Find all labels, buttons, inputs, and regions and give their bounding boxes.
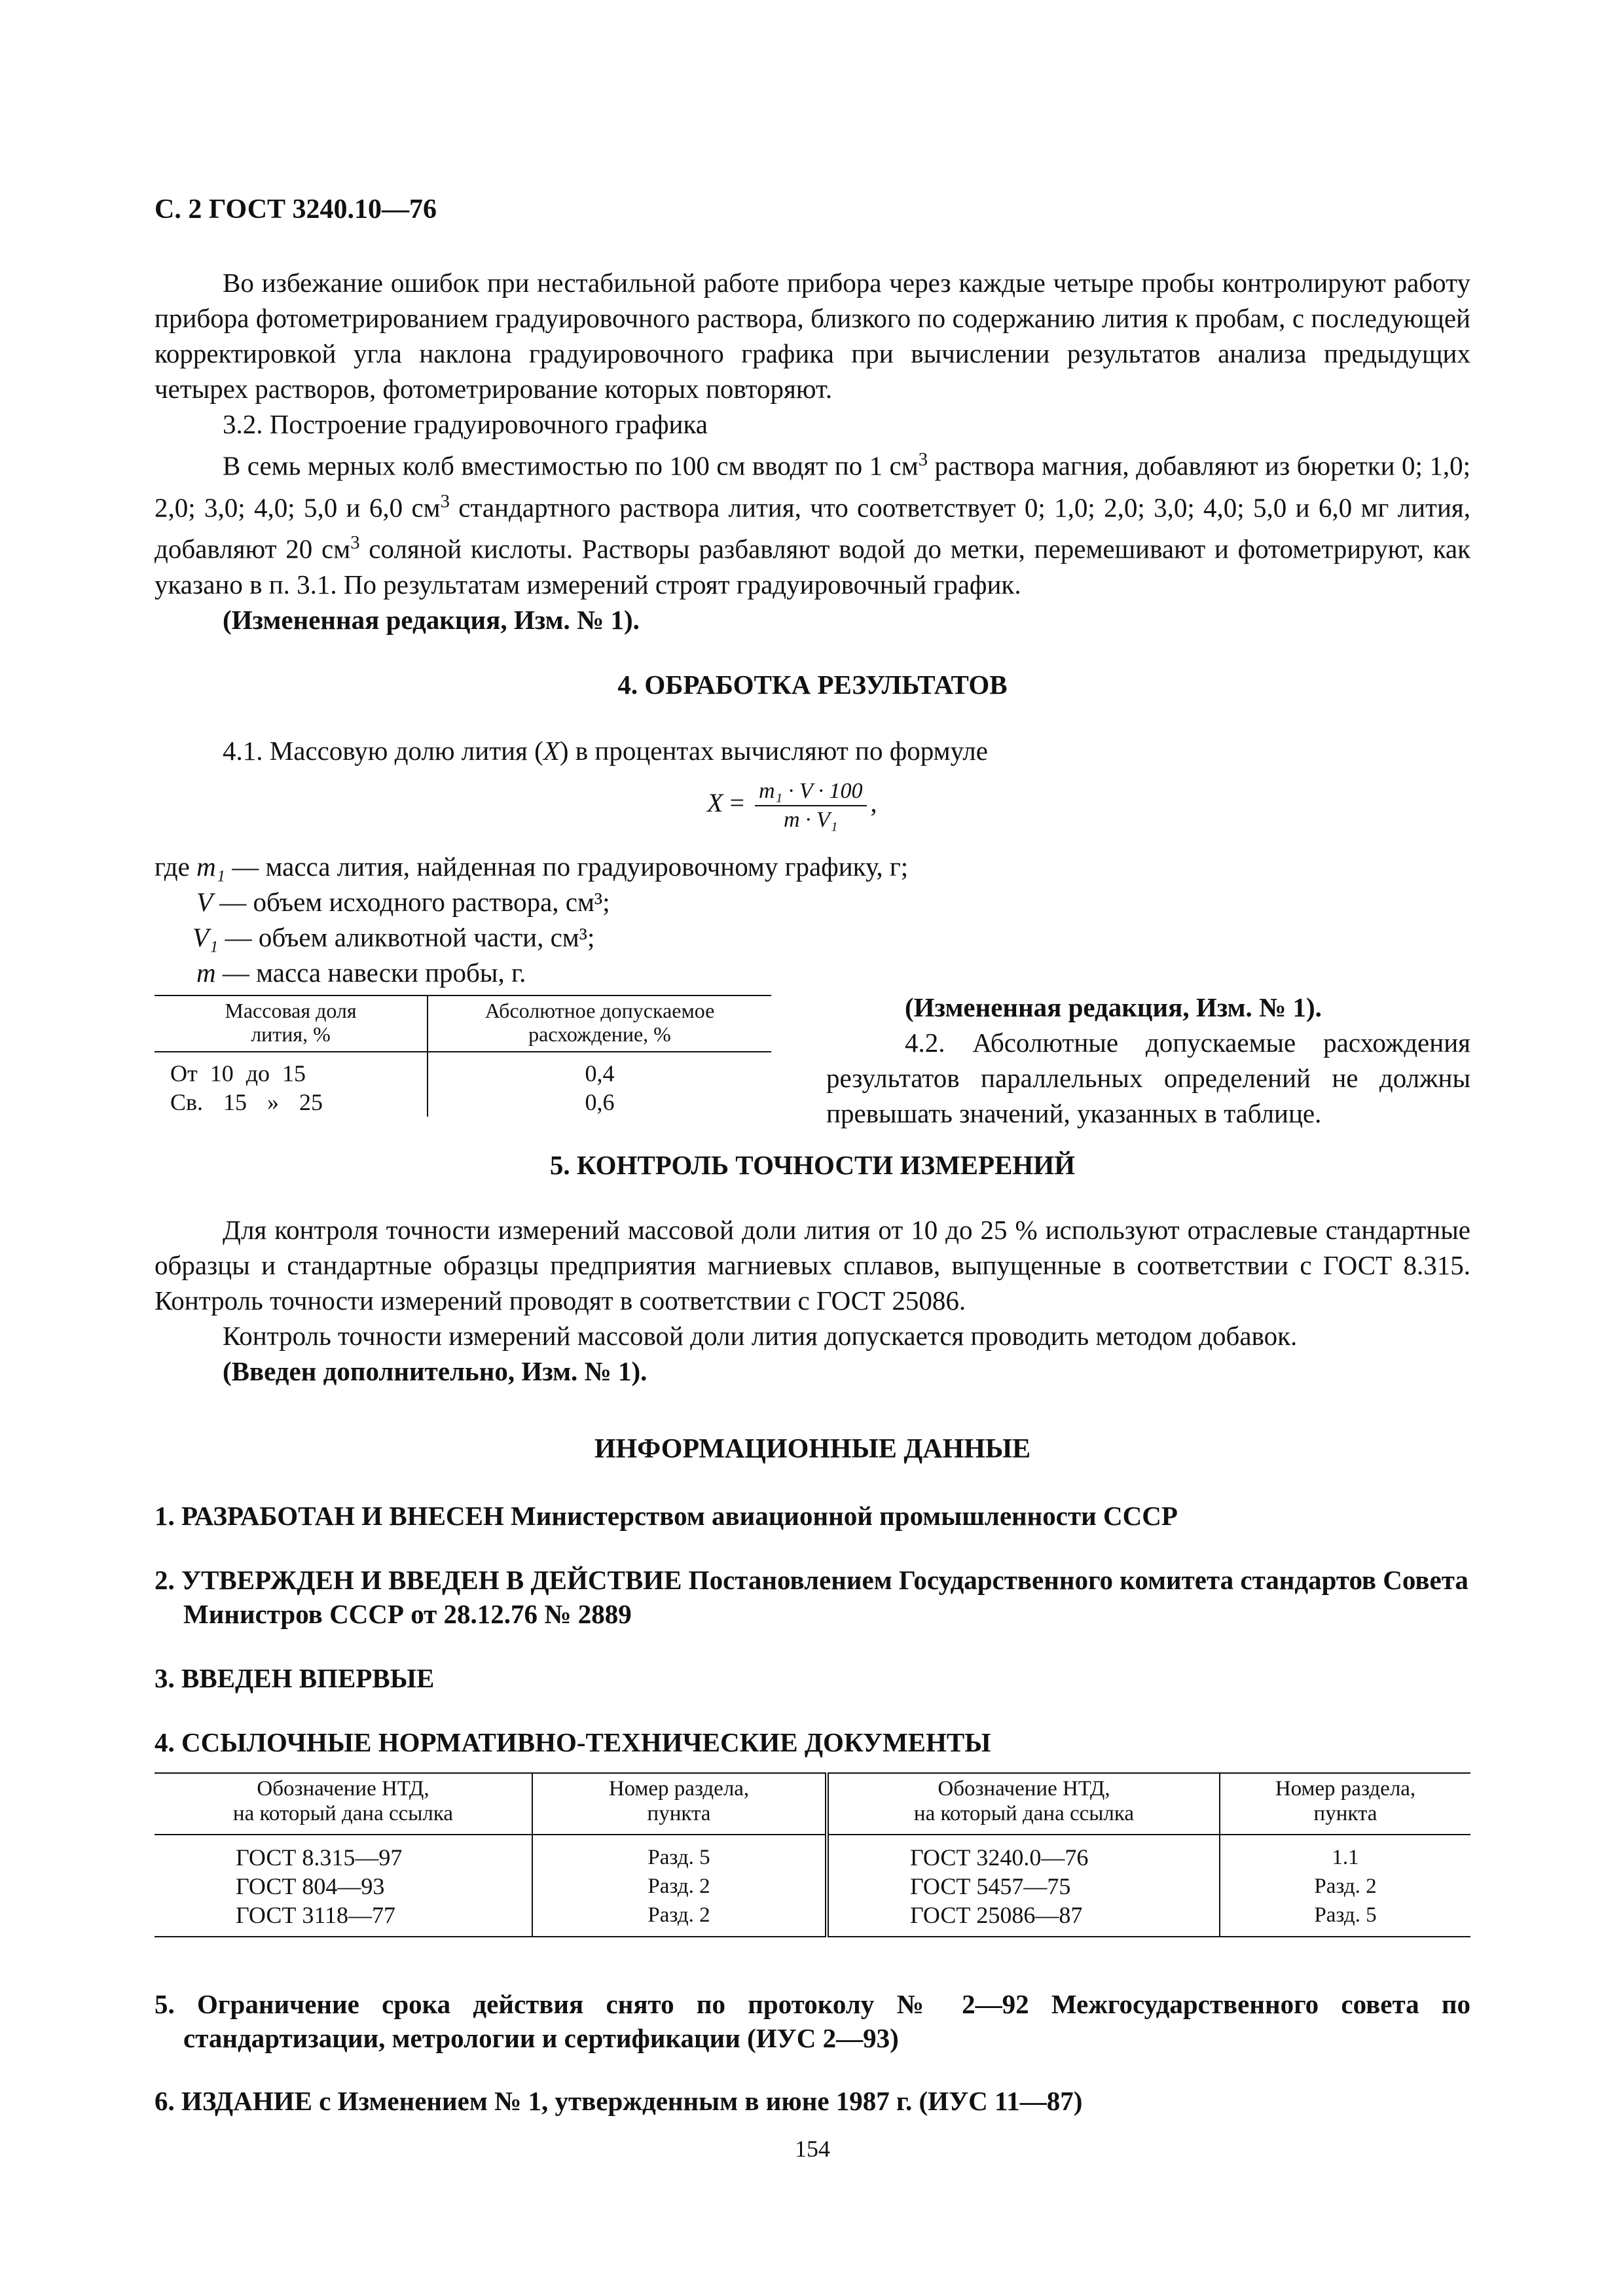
info-item-5: 5. Ограничение срока действия снято по протоколу № 2—92 Межгосударственного совета по стандартизации, метрологии и сертификации (ИУС 2—93) (155, 1989, 1470, 2053)
formula-fraction: $\frac{\text{m₁ · V · 100}}{\text{m · V₁}}$ (755, 779, 867, 833)
amendment-note-4: (Измененная редакция, Изм. № 1). (905, 992, 1322, 1022)
table-row: От 10 до 15 0,4 (155, 1052, 771, 1088)
table-row: Св. 15 » 25 0,6 (155, 1088, 771, 1117)
ref-header-sect-left: Номер раздела, пункта (532, 1773, 827, 1835)
intro-paragraph: Во избежание ошибок при нестабильной работе прибора через каждые четыре пробы контролируют работу прибора фотометрированием градуировочного раствора, близкого по содержанию лития к пробам, с последующей корректировкой угла наклона градуировочного графика при вычислении результатов анализа предыдущих четырех растворов, фотометрирование которых повторяют. (155, 268, 1470, 404)
tolerance-header-2: Абсолютное допускаемое расхождение, % (484, 999, 715, 1046)
where-list: где m₁ — масса лития, найденная по градуировочному графику, г; V — объем исходного раствора, см³; V₁ — объем аликвотной части, см³; m — масса навески пробы, г. (155, 852, 909, 988)
info-title: ИНФОРМАЦИОННЫЕ ДАННЫЕ (594, 1434, 1031, 1464)
page-number: 154 (795, 2136, 830, 2162)
paragraph-4-2: 4.2. Абсолютные допускаемые расхождения результатов параллельных определений не должны превышать значений, указанных в таблице. (826, 1028, 1470, 1128)
section-5-title: 5. КОНТРОЛЬ ТОЧНОСТИ ИЗМЕРЕНИЙ (549, 1150, 1076, 1180)
info-item-2: 2. УТВЕРЖДЕН И ВВЕДЕН В ДЕЙСТВИЕ Постановлением Государственного комитета стандартов Совета Министров СССР от 28.12.76 № 2889 (155, 1565, 1468, 1629)
intro-block (155, 265, 1470, 637)
info-item-1: 1. РАЗРАБОТАН И ВНЕСЕН Министерством авиационной промышленности СССР (155, 1501, 1178, 1531)
section-4-right-column (826, 990, 1470, 1131)
table-row: ГОСТ 3118—77 Разд. 2 ГОСТ 25086—87 Разд. 5 (155, 1901, 1470, 1937)
ref-header-sect-right: Номер раздела, пункта (1220, 1773, 1470, 1835)
section-5-paragraph-1: Для контроля точности измерений массовой доли лития от 10 до 25 % используют отраслевые стандартные образцы и стандартные образцы предприятия магниевых сплавов, выпущенные в соответствии с ГОСТ 8.315. Контроль точности измерений проводят в соответствии с ГОСТ 25086. (155, 1215, 1470, 1316)
tolerance-header-1: Массовая доля лития, % (155, 996, 428, 1052)
ref-header-doc-left: Обозначение НТД, на который дана ссылка (155, 1773, 532, 1835)
reference-table (155, 1772, 1470, 1937)
section-5-body (155, 1212, 1470, 1389)
table-row: ГОСТ 8.315—97 Разд. 5 ГОСТ 3240.0—76 1.1 (155, 1835, 1470, 1872)
calibration-paragraph: В семь мерных колб вместимостью по 100 см вводят по 1 $см^3$ раствора магния, добавляют из бюретки 0; 1,0; 2,0; 3,0; 4,0; 5,0 и 6,0 $см^3$ стандартного раствора лития, что соответствует 0; 1,0; 2,0; 3,0; 4,0; 5,0 и 6,0 мг лития, добавляют 20 $см^3$ соляной кислоты. Растворы разбавляют водой до метки, перемешивают и фотометрируют, как указано в п. 3.1. По результатам измерений строят градуировочный график. (155, 449, 1470, 600)
amendment-note: (Измененная редакция, Изм. № 1). (223, 604, 640, 635)
table-row: ГОСТ 804—93 Разд. 2 ГОСТ 5457—75 Разд. 2 (155, 1872, 1470, 1901)
ref-header-doc-right: Обозначение НТД, на который дана ссылка (827, 1773, 1220, 1835)
section-5-paragraph-2: Контроль точности измерений массовой доли лития допускается проводить методом добавок. (223, 1321, 1298, 1351)
tolerance-table (155, 995, 771, 1117)
formula-intro: 4.1. Массовую долю лития (X) в процентах вычисляют по формуле (223, 736, 988, 766)
formula: X = $\frac{\text{m₁ · V · 100}}{\text{m · V₁}}$ , (707, 779, 877, 832)
subsection-3-2-title: 3.2. Построение градуировочного графика (223, 409, 708, 439)
info-item-4: 4. ССЫЛОЧНЫЕ НОРМАТИВНО-ТЕХНИЧЕСКИЕ ДОКУМЕНТЫ (155, 1727, 991, 1757)
info-item-6: 6. ИЗДАНИЕ с Изменением № 1, утвержденным в июне 1987 г. (ИУС 11—87) (155, 2086, 1083, 2116)
section-5-amendment: (Введен дополнительно, Изм. № 1). (223, 1356, 647, 1386)
info-item-3: 3. ВВЕДЕН ВПЕРВЫЕ (155, 1663, 435, 1693)
page-header: С. 2 ГОСТ 3240.10—76 (155, 194, 437, 224)
section-4-title: 4. ОБРАБОТКА РЕЗУЛЬТАТОВ (617, 670, 1008, 700)
